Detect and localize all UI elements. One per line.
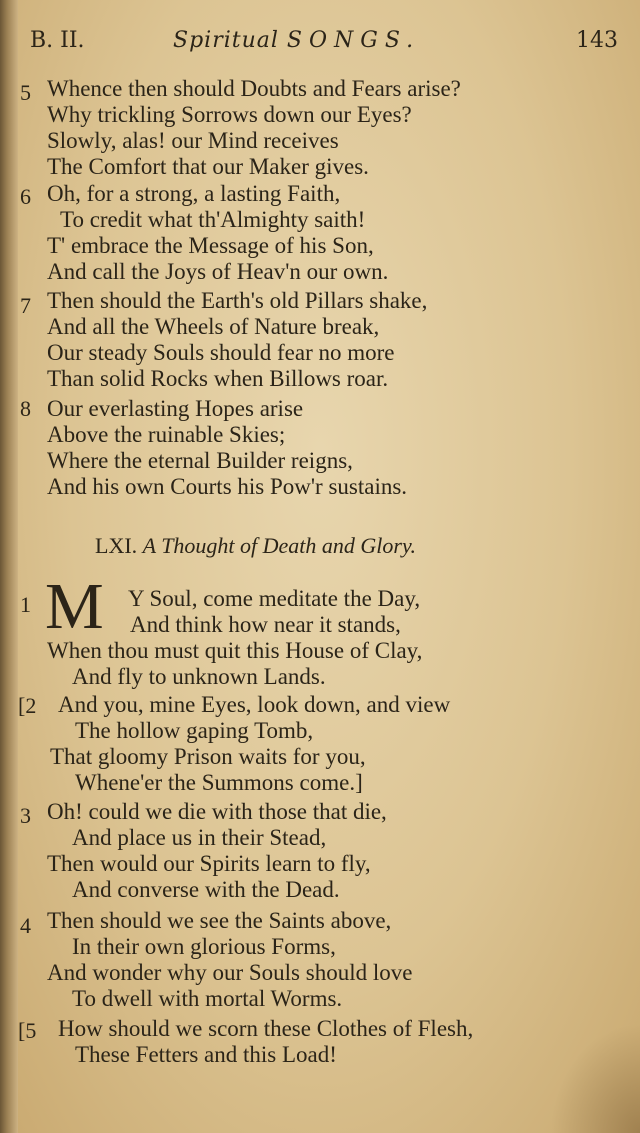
verse-line: Oh, for a strong, a lasting Faith, — [47, 181, 341, 206]
stanza-number: [2 — [18, 693, 37, 718]
running-title-italic: Spiritual — [173, 28, 279, 53]
verse-line: Slowly, alas! our Mind receives — [47, 128, 339, 153]
verse-line: Y Soul, come meditate the Day, — [128, 586, 421, 611]
verse-line: And call the Joys of Heav'n our own. — [47, 259, 389, 284]
verse-line: And all the Wheels of Nature break, — [47, 314, 380, 339]
verse-line: To credit what th'Almighty saith! — [60, 207, 366, 232]
book-gutter — [0, 0, 18, 1133]
running-header — [18, 28, 618, 58]
verse-line: Whence then should Doubts and Fears arise? — [47, 76, 461, 101]
verse-line: And his own Courts his Pow'r sustains. — [47, 474, 408, 499]
stanza-number: 6 — [20, 184, 31, 209]
verse-line: Then should we see the Saints above, — [47, 908, 392, 933]
verse-line: And wonder why our Souls should love — [47, 960, 413, 985]
running-title-caps: SONGS. — [286, 28, 421, 53]
verse-line: And you, mine Eyes, look down, and view — [58, 692, 451, 717]
verse-line: And think how near it stands, — [130, 612, 401, 637]
stanza-number: 8 — [20, 396, 31, 421]
verse-line: Oh! could we die with those that die, — [47, 799, 387, 824]
page-stain — [550, 1023, 640, 1133]
drop-cap: M — [45, 570, 102, 643]
verse-line: Our steady Souls should fear no more — [47, 340, 395, 365]
hymn-number: LXI. — [95, 533, 138, 558]
verse-line: Then should the Earth's old Pillars shake, — [47, 288, 428, 313]
verse-line: These Fetters and this Load! — [75, 1042, 337, 1067]
book-label: B. II. — [30, 28, 85, 53]
stanza-number: 3 — [20, 803, 31, 828]
verse-line: The Comfort that our Maker gives. — [47, 154, 369, 179]
stanza-number: 5 — [20, 80, 31, 105]
verse-line: The hollow gaping Tomb, — [75, 718, 314, 743]
verse-line: When thou must quit this House of Clay, — [47, 638, 423, 663]
verse-line: Our everlasting Hopes arise — [47, 396, 304, 421]
hymn-title: A Thought of Death and Glory. — [142, 533, 417, 558]
verse-line: That gloomy Prison waits for you, — [50, 744, 366, 769]
verse-line: Then would our Spirits learn to fly, — [47, 851, 371, 876]
hymn-heading — [95, 533, 416, 559]
stanza-number: [5 — [18, 1018, 37, 1043]
verse-line: Above the ruinable Skies; — [47, 422, 286, 447]
verse-line: Than solid Rocks when Billows roar. — [47, 366, 389, 391]
verse-line: And converse with the Dead. — [72, 877, 340, 902]
stanza-number: 4 — [20, 913, 31, 938]
stanza-number: 1 — [20, 592, 31, 617]
verse-line: To dwell with mortal Worms. — [72, 986, 343, 1011]
verse-line: Whene'er the Summons come.] — [75, 770, 363, 795]
verse-line: How should we scorn these Clothes of Flesh, — [58, 1016, 474, 1041]
stanza-number: 7 — [20, 293, 31, 318]
verse-line: Where the eternal Builder reigns, — [47, 448, 353, 473]
verse-line: T' embrace the Message of his Son, — [47, 233, 374, 258]
page-number: 143 — [576, 28, 618, 53]
running-title — [173, 28, 420, 53]
verse-line: In their own glorious Forms, — [72, 934, 336, 959]
verse-line: Why trickling Sorrows down our Eyes? — [47, 102, 412, 127]
verse-line: And fly to unknown Lands. — [72, 664, 326, 689]
verse-line: And place us in their Stead, — [72, 825, 327, 850]
